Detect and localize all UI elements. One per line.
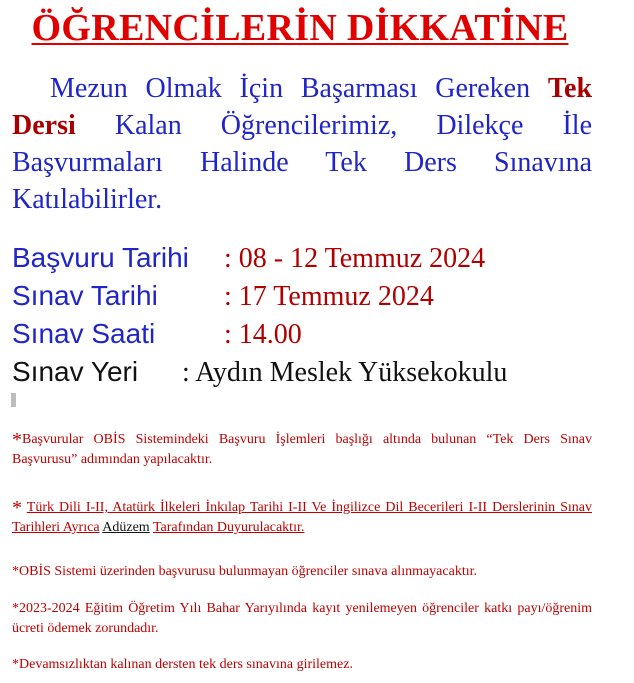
page-title: ÖĞRENCİLERİN DİKKATİNE <box>31 7 569 49</box>
info-row-application-date <box>12 242 612 275</box>
note-exam-dates <box>12 498 592 538</box>
info-label: Başvuru Tarihi <box>12 242 189 273</box>
note-aduzem-link: Adüzem <box>102 520 150 535</box>
note-absence: *Devamsızlıktan kalınan dersten tek ders sınavına girilemez. <box>12 657 353 672</box>
info-value: : Aydın Meslek Yüksekokulu <box>182 357 508 388</box>
note-asterisk: * <box>12 429 22 451</box>
info-value: : 17 Temmuz 2024 <box>224 281 434 312</box>
info-row-exam-date <box>12 280 612 313</box>
intro-text-2: Kalan Öğrencilerimiz, Dilekçe İle Başvurmaları Halinde Tek Ders Sınavına Katılabilirler. <box>12 110 592 215</box>
intro-text-1: Mezun Olmak İçin Başarması Gereken <box>50 73 531 104</box>
info-value: : 08 - 12 Temmuz 2024 <box>224 243 486 274</box>
note-text-end: Tarafından Duyurulacaktır. <box>152 520 305 535</box>
note-asterisk: * <box>12 497 22 519</box>
info-label: Sınav Yeri <box>12 356 139 387</box>
intro-paragraph <box>12 70 592 218</box>
note-text: Başvurular OBİS Sistemindeki Başvuru İşlemleri başlığı altında bulunan “Tek Ders Sınav Başvurusu” adımından yapılacaktır. <box>12 432 592 467</box>
note-application <box>12 430 592 470</box>
info-row-exam-place <box>12 356 612 389</box>
info-value: : 14.00 <box>224 319 302 350</box>
info-row-exam-time <box>12 318 612 351</box>
note-obis: *OBİS Sistemi üzerinden başvurusu bulunmayan öğrenciler sınava alınmayacaktır. <box>12 564 477 579</box>
text-cursor-marker <box>11 393 16 407</box>
intro-highlight: Tek Dersi <box>12 73 593 141</box>
note-text: Türk Dili I-II, Atatürk İlkeleri İnkılap Tarihi I-II Ve İngilizce Dil Becerileri I-II Derslerinin Sınav Tarihleri Ayrıca <box>12 500 593 535</box>
info-label: Sınav Saati <box>12 318 156 349</box>
note-fee: *2023-2024 Eğitim Öğretim Yılı Bahar Yarıyılında kayıt yenilemeyen öğrenciler katkı payı/öğrenim ücreti ödemek zorundadır. <box>12 601 592 636</box>
info-label: Sınav Tarihi <box>12 280 158 311</box>
